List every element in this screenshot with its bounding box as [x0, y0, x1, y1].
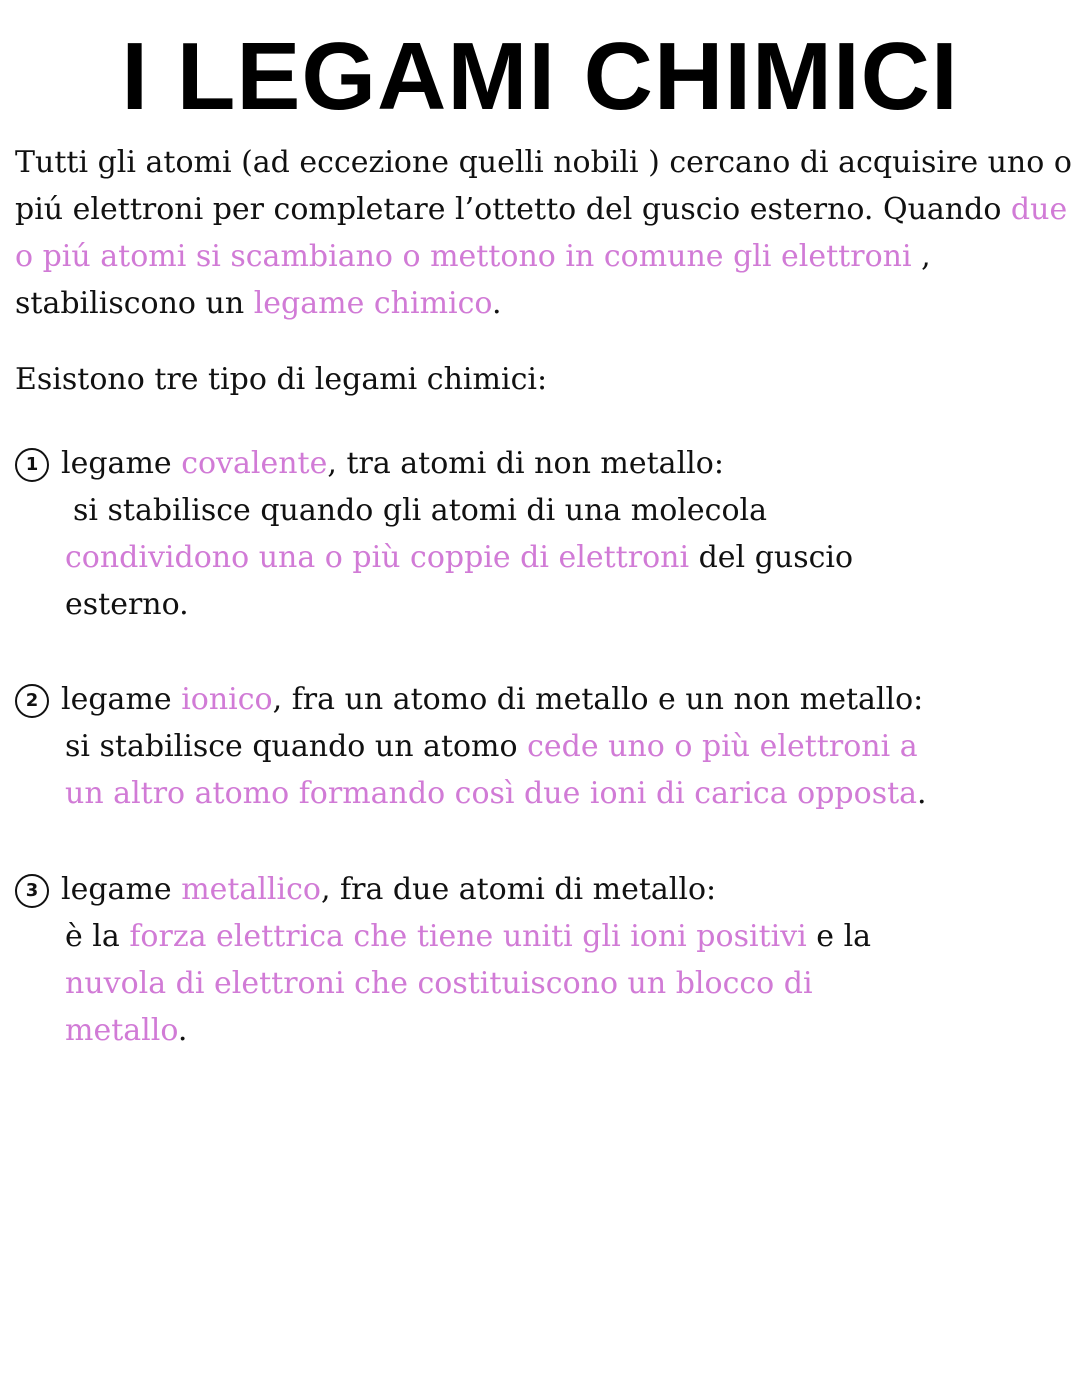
intro-paragraph: [15, 139, 1072, 327]
text-segment: legame: [61, 872, 182, 907]
highlight-text: un altro atomo formando così due ioni di carica opposta: [65, 776, 918, 811]
text-segment: , tra atomi di non metallo:: [327, 446, 724, 481]
text-segment: .: [491, 286, 502, 321]
highlight-text: legame chimico: [253, 286, 492, 321]
bond-item-ionic: [15, 676, 927, 817]
number-badge: 2: [15, 684, 49, 718]
bond-item-covalent: [15, 440, 853, 628]
text-segment: esterno.: [65, 587, 189, 622]
intro-line-4: [15, 280, 1072, 327]
text-segment: ,: [911, 239, 931, 274]
text-segment: .: [917, 776, 927, 811]
highlight-text: metallico: [181, 872, 321, 907]
bond-item-metallic: [15, 866, 871, 1054]
highlight-text: o piú atomi si scambiano o mettono in comune gli elettroni: [15, 239, 912, 274]
highlight-text: covalente: [181, 446, 328, 481]
text-segment: , fra due atomi di metallo:: [320, 872, 717, 907]
bond-description-line: [15, 487, 853, 534]
text-segment: si stabilisce quando gli atomi di una molecola: [73, 493, 767, 528]
highlight-text: forza elettrica che tiene uniti gli ioni positivi: [129, 919, 807, 954]
bond-description-line: [15, 1007, 871, 1054]
text-segment: legame: [61, 682, 182, 717]
bond-description-line: [15, 960, 871, 1007]
text-segment: stabiliscono un: [15, 286, 254, 321]
bond-types-intro: Esistono tre tipo di legami chimici:: [15, 362, 548, 397]
text-segment: e la: [806, 919, 872, 954]
text-segment: è la: [65, 919, 130, 954]
bond-description-line: [15, 770, 927, 817]
bond-description-line: [15, 913, 871, 960]
text-segment: Tutti gli atomi (ad eccezione quelli nobili ) cercano di acquisire uno o: [15, 145, 1072, 180]
text-segment: piú elettroni per completare l’ottetto del guscio esterno. Quando: [15, 192, 1011, 227]
text-segment: .: [177, 1013, 188, 1048]
text-segment: del guscio: [689, 540, 854, 575]
highlight-text: condividono una o più coppie di elettroni: [65, 540, 690, 575]
highlight-text: metallo: [65, 1013, 178, 1048]
bond-heading: [15, 866, 871, 913]
bond-description-line: [15, 723, 927, 770]
highlight-text: nuvola di elettroni che costituiscono un blocco di: [65, 966, 813, 1001]
bond-heading: [15, 440, 853, 487]
page-title: I LEGAMI CHIMICI: [121, 23, 959, 130]
bond-heading: [15, 676, 927, 723]
intro-line-2: [15, 186, 1072, 233]
bond-description-line: [15, 581, 853, 628]
highlight-text: due: [1010, 192, 1068, 227]
text-segment: , fra un atomo di metallo e un non metallo:: [272, 682, 924, 717]
intro-line-1: [15, 139, 1072, 186]
intro-line-3: [15, 233, 1072, 280]
text-segment: si stabilisce quando un atomo: [65, 729, 528, 764]
highlight-text: ionico: [181, 682, 273, 717]
highlight-text: cede uno o più elettroni a: [527, 729, 918, 764]
number-badge: 1: [15, 448, 49, 482]
bond-description-line: [15, 534, 853, 581]
text-segment: legame: [61, 446, 182, 481]
number-badge: 3: [15, 874, 49, 908]
